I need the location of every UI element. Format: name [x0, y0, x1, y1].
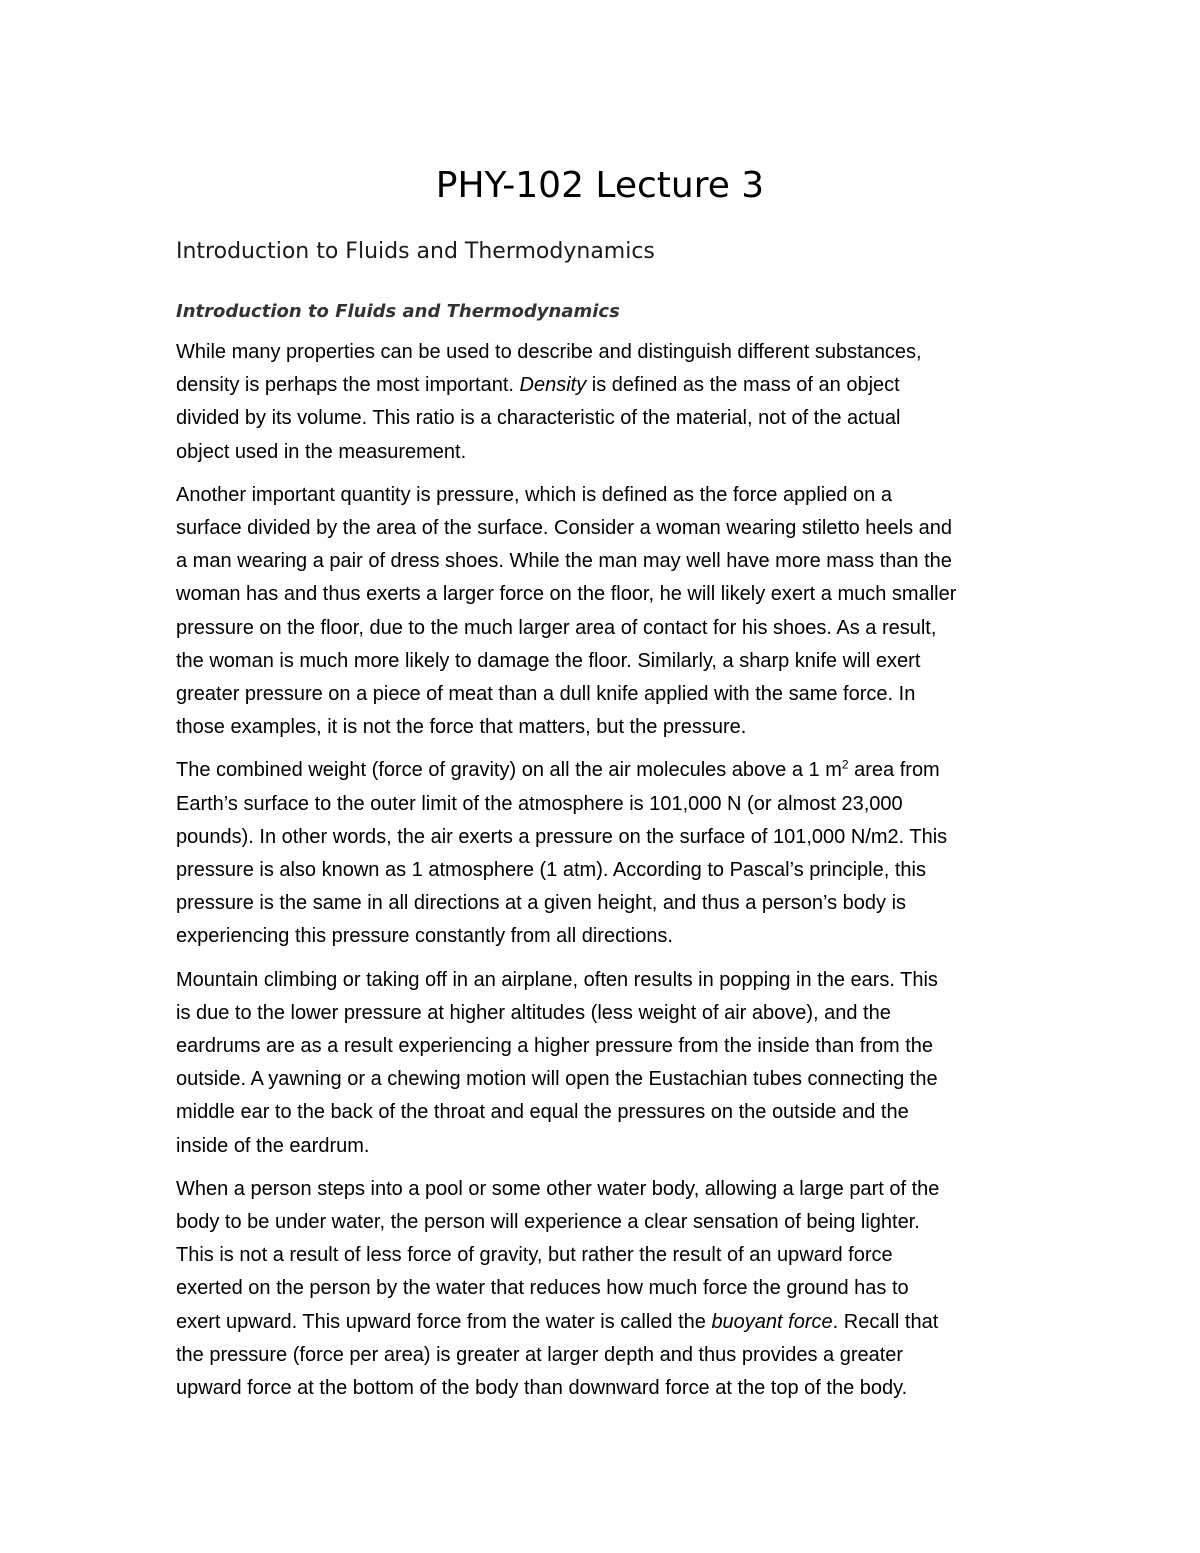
text-line: experiencing this pressure constantly from all directions. — [176, 925, 673, 948]
text-line: Mountain climbing or taking off in an airplane, often results in popping in the ears. This — [176, 968, 938, 991]
text-line: object used in the measurement. — [176, 440, 467, 463]
text-line: pounds). In other words, the air exerts a pressure on the surface of 101,000 N/m2. This — [176, 825, 948, 848]
text-line: When a person steps into a pool or some other water body, allowing a large part of the — [176, 1177, 940, 1200]
text-line: pressure on the floor, due to the much larger area of contact for his shoes. As a result, — [176, 616, 937, 639]
text-line: middle ear to the back of the throat and equal the pressures on the outside and the — [176, 1101, 909, 1124]
paragraph-density — [176, 336, 1026, 469]
text-line: a man wearing a pair of dress shoes. While the man may well have more mass than the — [176, 550, 952, 573]
term-buoyant-force: buoyant force — [711, 1310, 833, 1333]
text-line: those examples, it is not the force that matters, but the pressure. — [176, 716, 747, 739]
document-subtitle: Introduction to Fluids and Thermodynamics — [176, 239, 655, 264]
text-line: outside. A yawning or a chewing motion will open the Eustachian tubes connecting the — [176, 1068, 938, 1091]
paragraph-pressure — [176, 479, 1026, 745]
text-line: is due to the lower pressure at higher altitudes (less weight of air above), and the — [176, 1001, 891, 1024]
section-heading: Introduction to Fluids and Thermodynamics — [176, 301, 620, 322]
paragraph-buoyancy — [176, 1173, 1026, 1405]
document-title: PHY-102 Lecture 3 — [435, 165, 765, 206]
text-line: pressure is the same in all directions at a given height, and thus a person’s body is — [176, 892, 907, 915]
text-line: eardrums are as a result experiencing a higher pressure from the inside than from the — [176, 1035, 934, 1058]
text-line: This is not a result of less force of gravity, but rather the result of an upward force — [176, 1244, 893, 1267]
text-line: exert upward. This upward force from the water is called the buoyant force. Recall that — [176, 1310, 939, 1333]
paragraph-ears — [176, 964, 1026, 1163]
paragraph-atmosphere — [176, 754, 1026, 953]
text-line: The combined weight (force of gravity) on all the air molecules above a 1 $m^2$ area from — [176, 757, 940, 782]
superscript-2: 2 — [841, 757, 849, 772]
body-text — [176, 336, 1026, 1415]
text-line: greater pressure on a piece of meat than a dull knife applied with the same force. In — [176, 683, 916, 706]
text-line: exerted on the person by the water that reduces how much force the ground has to — [176, 1277, 909, 1300]
text-line: body to be under water, the person will experience a clear sensation of being lighter. — [176, 1211, 920, 1234]
text-line: divided by its volume. This ratio is a characteristic of the material, not of the actual — [176, 407, 901, 430]
text-line: Earth’s surface to the outer limit of the atmosphere is 101,000 N (or almost 23,000 — [176, 792, 903, 815]
text-line: woman has and thus exerts a larger force on the floor, he will likely exert a much smaller — [176, 583, 957, 606]
text-line: the pressure (force per area) is greater at larger depth and thus provides a greater — [176, 1343, 904, 1366]
term-density: Density — [519, 374, 587, 397]
text-line: surface divided by the area of the surface. Consider a woman wearing stiletto heels and — [176, 517, 952, 540]
text-line: upward force at the bottom of the body than downward force at the top of the body. — [176, 1377, 908, 1400]
text-line: While many properties can be used to describe and distinguish different substances, — [176, 341, 922, 363]
text-line: pressure is also known as 1 atmosphere (1 atm). According to Pascal’s principle, this — [176, 859, 926, 882]
text-line: density is perhaps the most important. Density is defined as the mass of an object — [176, 374, 900, 397]
text-line: Another important quantity is pressure, which is defined as the force applied on a — [176, 483, 892, 506]
text-line: the woman is much more likely to damage the floor. Similarly, a sharp knife will exert — [176, 649, 921, 672]
text-line: inside of the eardrum. — [176, 1134, 370, 1157]
